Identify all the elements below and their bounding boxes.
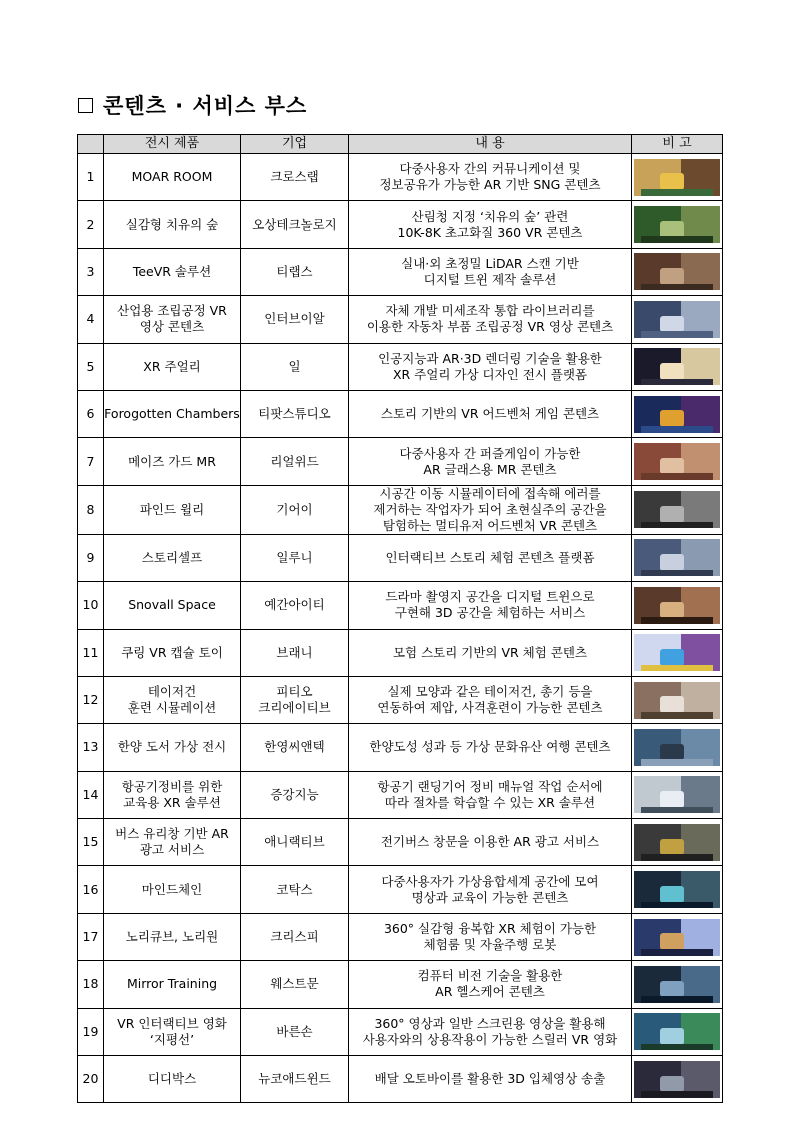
note-cell xyxy=(632,1056,723,1103)
thumbnail-shape xyxy=(660,791,684,808)
product-cell xyxy=(104,485,241,534)
product-cell xyxy=(104,771,241,818)
content-line: AR 글래스용 MR 콘텐츠 xyxy=(423,461,557,477)
booth-table xyxy=(77,134,723,1103)
company-cell xyxy=(241,866,349,913)
company-line: 리얼위드 xyxy=(270,453,319,469)
product-cell xyxy=(104,913,241,960)
row-number: 11 xyxy=(78,629,104,676)
thumbnail-image xyxy=(634,634,720,671)
thumbnail-shape xyxy=(641,1091,713,1098)
company-line: 기어이 xyxy=(276,501,313,517)
thumbnail-shape xyxy=(660,886,684,903)
content-line: 따라 절차를 학습할 수 있는 XR 솔루션 xyxy=(384,794,596,810)
table-row xyxy=(78,343,723,390)
company-line: 크리스피 xyxy=(270,929,319,945)
company-cell xyxy=(241,343,349,390)
table-row xyxy=(78,1008,723,1055)
product-line: 광고 서비스 xyxy=(139,842,205,858)
product-line: 테이저건 xyxy=(147,684,197,700)
product-line: 훈련 시뮬레이션 xyxy=(127,700,217,716)
row-number: 5 xyxy=(78,343,104,390)
product-cell xyxy=(104,1008,241,1055)
product-cell xyxy=(104,534,241,581)
content-cell xyxy=(349,1008,632,1055)
thumbnail-shape xyxy=(660,221,684,238)
note-cell xyxy=(632,534,723,581)
thumbnail-shape xyxy=(641,949,713,956)
note-cell xyxy=(632,819,723,866)
content-cell xyxy=(349,1056,632,1103)
content-line: 인터랙티브 스토리 체험 콘텐츠 플랫폼 xyxy=(385,549,595,565)
header-company: 기업 xyxy=(241,135,349,154)
company-cell xyxy=(241,201,349,248)
product-cell xyxy=(104,438,241,485)
thumbnail-image xyxy=(634,966,720,1003)
note-cell xyxy=(632,390,723,437)
table-row xyxy=(78,866,723,913)
thumbnail-shape xyxy=(641,902,713,909)
product-line: 버스 유리창 기반 AR xyxy=(115,826,229,842)
table-row xyxy=(78,582,723,629)
company-line: 바른손 xyxy=(276,1023,313,1039)
content-line: 사용자와의 상용작용이 가능한 스릴러 VR 영화 xyxy=(362,1031,618,1047)
product-line: 마인드체인 xyxy=(141,881,203,897)
thumbnail-image xyxy=(634,539,720,576)
table-row xyxy=(78,724,723,771)
company-cell xyxy=(241,485,349,534)
thumbnail-shape xyxy=(660,554,684,571)
company-cell xyxy=(241,438,349,485)
content-cell xyxy=(349,296,632,343)
table-row xyxy=(78,296,723,343)
content-line: 디지털 트윈 제작 솔루션 xyxy=(423,271,557,287)
row-number: 2 xyxy=(78,201,104,248)
thumbnail-shape xyxy=(660,410,684,427)
company-line: 인터브이알 xyxy=(264,311,325,327)
table-row xyxy=(78,629,723,676)
content-cell xyxy=(349,676,632,723)
thumbnail-shape xyxy=(641,473,713,480)
company-line: 뉴코애드윈드 xyxy=(258,1071,331,1087)
content-cell xyxy=(349,961,632,1008)
note-cell xyxy=(632,248,723,295)
product-line: 메이즈 가드 MR xyxy=(128,453,216,469)
product-cell xyxy=(104,961,241,1008)
thumbnail-image xyxy=(634,1061,720,1098)
thumbnail-shape xyxy=(660,458,684,475)
table-row xyxy=(78,390,723,437)
thumbnail-shape xyxy=(641,996,713,1003)
content-line: 인공지능과 AR·3D 렌더링 기술을 활용한 xyxy=(378,350,602,366)
content-line: 체험룸 및 자율주행 로봇 xyxy=(423,937,557,953)
company-cell xyxy=(241,582,349,629)
content-line: 항공기 랜딩기어 정비 매뉴얼 작업 순서에 xyxy=(377,778,603,794)
thumbnail-image xyxy=(634,301,720,338)
note-cell xyxy=(632,1008,723,1055)
company-line: 애니랙티브 xyxy=(264,834,325,850)
content-line: 실내·외 초정밀 LiDAR 스캔 기반 xyxy=(401,255,579,271)
thumbnail-shape xyxy=(641,236,713,243)
company-cell xyxy=(241,154,349,201)
content-line: 360° 영상과 일반 스크린용 영상을 활용해 xyxy=(374,1015,606,1031)
product-cell xyxy=(104,866,241,913)
note-cell xyxy=(632,866,723,913)
thumbnail-shape xyxy=(641,284,713,291)
thumbnail-shape xyxy=(641,854,713,861)
thumbnail-image xyxy=(634,824,720,861)
company-line: 웨스트문 xyxy=(270,976,319,992)
company-cell xyxy=(241,913,349,960)
table-row xyxy=(78,1056,723,1103)
row-number: 8 xyxy=(78,485,104,534)
product-line: Mirror Training xyxy=(126,976,218,992)
product-cell xyxy=(104,248,241,295)
company-line: 증강지능 xyxy=(270,786,319,802)
table-row xyxy=(78,961,723,1008)
product-cell xyxy=(104,343,241,390)
content-cell xyxy=(349,913,632,960)
thumbnail-image xyxy=(634,682,720,719)
thumbnail-shape xyxy=(641,379,713,386)
thumbnail-image xyxy=(634,919,720,956)
product-line: 쿠링 VR 캡슐 토이 xyxy=(121,644,223,660)
company-line: 피티오 xyxy=(276,684,313,700)
content-line: 구현해 3D 공간을 체험하는 서비스 xyxy=(394,605,586,621)
content-line: 다중사용자가 가상융합세계 공간에 모여 xyxy=(381,873,599,889)
content-cell xyxy=(349,343,632,390)
thumbnail-shape xyxy=(660,933,684,950)
product-cell xyxy=(104,154,241,201)
content-cell xyxy=(349,438,632,485)
company-cell xyxy=(241,771,349,818)
note-cell xyxy=(632,582,723,629)
thumbnail-shape xyxy=(641,189,713,196)
thumbnail-shape xyxy=(641,617,713,624)
thumbnail-image xyxy=(634,443,720,480)
content-cell xyxy=(349,534,632,581)
note-cell xyxy=(632,771,723,818)
product-line: 노리큐브, 노리원 xyxy=(125,929,219,945)
content-cell xyxy=(349,248,632,295)
company-line: 일 xyxy=(288,358,301,374)
content-line: 산림청 지정 ‘치유의 숲’ 관련 xyxy=(411,208,569,224)
thumbnail-image xyxy=(634,491,720,528)
company-cell xyxy=(241,296,349,343)
note-cell xyxy=(632,913,723,960)
thumbnail-image xyxy=(634,587,720,624)
table-row xyxy=(78,438,723,485)
table-row xyxy=(78,771,723,818)
row-number: 9 xyxy=(78,534,104,581)
note-cell xyxy=(632,629,723,676)
thumbnail-image xyxy=(634,396,720,433)
company-line: 한영씨앤텍 xyxy=(264,739,325,755)
content-line: 제거하는 작업자가 되어 초현실주의 공간을 xyxy=(373,501,607,517)
product-cell xyxy=(104,724,241,771)
thumbnail-shape xyxy=(660,1028,684,1045)
content-cell xyxy=(349,154,632,201)
content-line: 한양도성 성과 등 가상 문화유산 여행 콘텐츠 xyxy=(369,739,611,755)
company-line: 크로스랩 xyxy=(270,169,319,185)
content-cell xyxy=(349,485,632,534)
content-cell xyxy=(349,724,632,771)
table-row xyxy=(78,534,723,581)
thumbnail-shape xyxy=(660,173,684,190)
note-cell xyxy=(632,343,723,390)
section-title: 콘텐츠 · 서비스 부스 xyxy=(103,94,308,118)
content-line: 스토리 기반의 VR 어드벤처 게임 콘텐츠 xyxy=(380,406,600,422)
company-cell xyxy=(241,961,349,1008)
thumbnail-shape xyxy=(660,649,684,666)
company-line: 티랩스 xyxy=(276,263,313,279)
content-cell xyxy=(349,201,632,248)
product-cell xyxy=(104,1056,241,1103)
company-cell xyxy=(241,724,349,771)
thumbnail-image xyxy=(634,253,720,290)
note-cell xyxy=(632,154,723,201)
table-row xyxy=(78,819,723,866)
thumbnail-shape xyxy=(641,712,713,719)
row-number: 7 xyxy=(78,438,104,485)
note-cell xyxy=(632,485,723,534)
row-number: 10 xyxy=(78,582,104,629)
thumbnail-shape xyxy=(660,363,684,380)
content-line: 정보공유가 가능한 AR 기반 SNG 콘텐츠 xyxy=(379,177,601,193)
content-cell xyxy=(349,819,632,866)
thumbnail-image xyxy=(634,348,720,385)
product-line: 파인드 윌리 xyxy=(139,501,205,517)
row-number: 20 xyxy=(78,1056,104,1103)
row-number: 19 xyxy=(78,1008,104,1055)
product-line: Forogotten Chambers xyxy=(104,406,240,422)
content-cell xyxy=(349,629,632,676)
product-cell xyxy=(104,201,241,248)
row-number: 18 xyxy=(78,961,104,1008)
table-row xyxy=(78,485,723,534)
row-number: 12 xyxy=(78,676,104,723)
content-line: 이용한 자동차 부품 조립공정 VR 영상 콘텐츠 xyxy=(366,319,614,335)
row-number: 15 xyxy=(78,819,104,866)
product-line: VR 인터랙티브 영화 xyxy=(117,1015,227,1031)
row-number: 4 xyxy=(78,296,104,343)
table-row xyxy=(78,201,723,248)
thumbnail-shape xyxy=(641,759,713,766)
section-heading xyxy=(78,90,307,120)
content-line: 연동하여 제압, 사격훈련이 가능한 콘텐츠 xyxy=(377,700,603,716)
thumbnail-shape xyxy=(660,744,684,761)
table-row xyxy=(78,248,723,295)
content-line: 시공간 이동 시뮬레이터에 접속해 에러를 xyxy=(379,485,601,501)
company-line: 일루니 xyxy=(276,549,313,565)
thumbnail-image xyxy=(634,206,720,243)
content-line: 360° 실감형 융복합 XR 체험이 가능한 xyxy=(383,921,597,937)
company-cell xyxy=(241,248,349,295)
company-cell xyxy=(241,1008,349,1055)
content-cell xyxy=(349,390,632,437)
thumbnail-shape xyxy=(641,522,713,529)
company-line: 예간아이티 xyxy=(264,597,325,613)
note-cell xyxy=(632,724,723,771)
thumbnail-image xyxy=(634,776,720,813)
thumbnail-shape xyxy=(660,506,684,523)
product-line: 항공기정비를 위한 xyxy=(121,778,223,794)
table-row xyxy=(78,913,723,960)
thumbnail-shape xyxy=(660,981,684,998)
company-cell xyxy=(241,1056,349,1103)
thumbnail-image xyxy=(634,729,720,766)
content-line: 배달 오토바이를 활용한 3D 입체영상 송출 xyxy=(374,1071,606,1087)
product-cell xyxy=(104,819,241,866)
content-line: 모험 스토리 기반의 VR 체험 콘텐츠 xyxy=(392,644,588,660)
content-line: AR 헬스케어 콘텐츠 xyxy=(435,984,545,1000)
thumbnail-shape xyxy=(660,602,684,619)
checkbox-square-icon xyxy=(78,98,93,113)
row-number: 17 xyxy=(78,913,104,960)
thumbnail-shape xyxy=(641,426,713,433)
product-line: 영상 콘텐츠 xyxy=(139,319,205,335)
content-line: 다중사용자 간의 커뮤니케이션 및 xyxy=(399,161,581,177)
table-row xyxy=(78,676,723,723)
note-cell xyxy=(632,961,723,1008)
content-cell xyxy=(349,582,632,629)
content-line: 명상과 교육이 가능한 콘텐츠 xyxy=(411,889,569,905)
content-line: 자체 개발 미세조작 통합 라이브러리를 xyxy=(385,303,595,319)
content-cell xyxy=(349,866,632,913)
product-line: 교육용 XR 솔루션 xyxy=(123,794,221,810)
product-line: 디디박스 xyxy=(147,1071,197,1087)
table-header-row xyxy=(78,135,723,154)
product-line: 한양 도서 가상 전시 xyxy=(117,739,227,755)
thumbnail-shape xyxy=(660,316,684,333)
header-product: 전시 제품 xyxy=(104,135,241,154)
content-line: 드라마 촬영지 공간을 디지털 트윈으로 xyxy=(385,589,595,605)
content-line: 탐험하는 멀티유저 어드벤처 VR 콘텐츠 xyxy=(382,517,598,533)
company-line: 브래니 xyxy=(276,644,313,660)
product-cell xyxy=(104,629,241,676)
content-line: 실제 모양과 같은 테이저건, 총기 등을 xyxy=(387,684,593,700)
company-line: 코탁스 xyxy=(276,881,313,897)
product-cell xyxy=(104,676,241,723)
company-line: 티팟스튜디오 xyxy=(258,406,331,422)
product-line: MOAR ROOM xyxy=(131,169,213,185)
company-cell xyxy=(241,534,349,581)
content-line: 10K-8K 초고화질 360 VR 콘텐츠 xyxy=(397,224,583,240)
header-note: 비 고 xyxy=(632,135,723,154)
company-line: 오상테크놀로지 xyxy=(252,216,337,232)
product-line: ‘지평선’ xyxy=(149,1031,195,1047)
thumbnail-image xyxy=(634,159,720,196)
note-cell xyxy=(632,438,723,485)
row-number: 3 xyxy=(78,248,104,295)
row-number: 14 xyxy=(78,771,104,818)
thumbnail-shape xyxy=(660,1076,684,1093)
thumbnail-image xyxy=(634,1013,720,1050)
company-cell xyxy=(241,676,349,723)
thumbnail-shape xyxy=(641,1044,713,1051)
product-line: 실감형 치유의 숲 xyxy=(125,216,219,232)
company-cell xyxy=(241,390,349,437)
product-line: 스토리셀프 xyxy=(141,549,203,565)
product-line: TeeVR 솔루션 xyxy=(132,263,212,279)
product-cell xyxy=(104,296,241,343)
company-cell xyxy=(241,629,349,676)
note-cell xyxy=(632,676,723,723)
content-cell xyxy=(349,771,632,818)
row-number: 13 xyxy=(78,724,104,771)
thumbnail-shape xyxy=(641,807,713,814)
thumbnail-shape xyxy=(660,839,684,856)
product-cell xyxy=(104,390,241,437)
thumbnail-shape xyxy=(641,570,713,577)
table-row xyxy=(78,154,723,201)
company-cell xyxy=(241,819,349,866)
thumbnail-shape xyxy=(641,331,713,338)
product-line: XR 주얼리 xyxy=(143,358,201,374)
row-number: 6 xyxy=(78,390,104,437)
thumbnail-shape xyxy=(660,696,684,713)
note-cell xyxy=(632,201,723,248)
content-line: 다중사용자 간 퍼즐게임이 가능한 xyxy=(399,445,581,461)
product-line: Snovall Space xyxy=(128,597,216,613)
product-cell xyxy=(104,582,241,629)
row-number: 16 xyxy=(78,866,104,913)
thumbnail-shape xyxy=(641,665,713,672)
company-line: 크리에이티브 xyxy=(258,700,331,716)
header-content: 내 용 xyxy=(349,135,632,154)
product-line: 산업용 조립공정 VR xyxy=(117,303,227,319)
content-line: 전기버스 창문을 이용한 AR 광고 서비스 xyxy=(380,834,600,850)
row-number: 1 xyxy=(78,154,104,201)
header-no xyxy=(78,135,104,154)
thumbnail-image xyxy=(634,871,720,908)
note-cell xyxy=(632,296,723,343)
content-line: 컴퓨터 비전 기술을 활용한 xyxy=(417,968,563,984)
content-line: XR 주얼리 가상 디자인 전시 플랫폼 xyxy=(392,366,588,382)
thumbnail-shape xyxy=(660,268,684,285)
